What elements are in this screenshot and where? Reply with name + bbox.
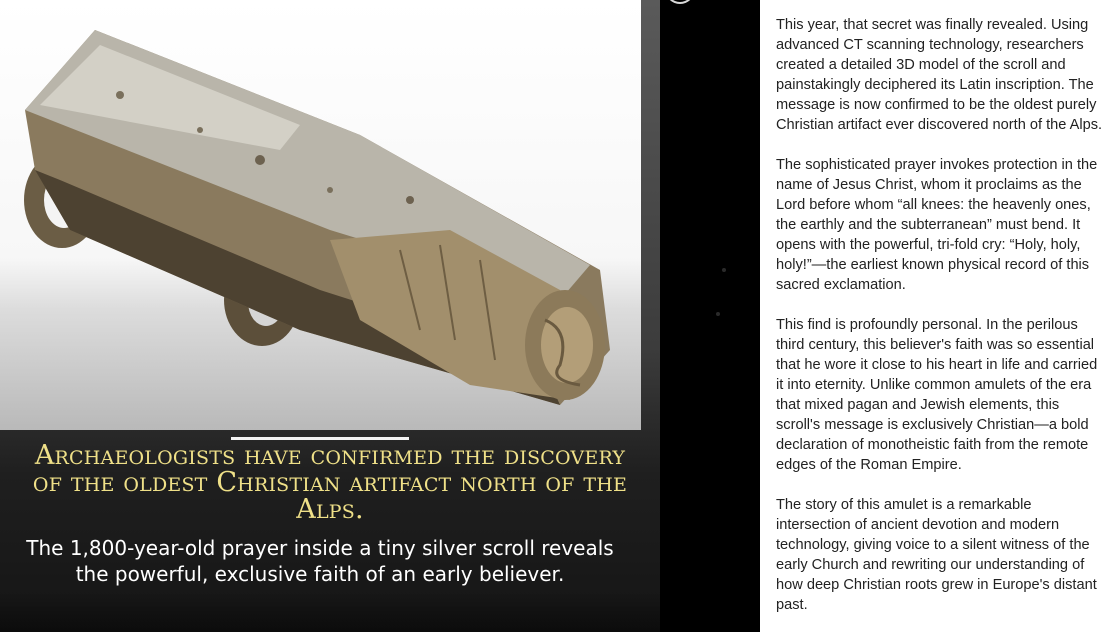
- caption-paragraph: This year, that secret was finally revealed. Using advanced CT scanning technology, researchers created a detailed 3D model of the scroll and painstakingly deciphered its Latin inscription. The message is now confirmed to be the oldest purely Christian artifact ever discovered north of the Alps.: [776, 17, 1103, 133]
- post-subheadline: The 1,800-year-old prayer inside a tiny silver scroll reveals the powerful, exclusive faith of an early believer.: [26, 536, 614, 586]
- artifact-photo: [0, 0, 641, 430]
- scroll-indicator-dot: [722, 268, 726, 272]
- caption-paragraph: The sophisticated prayer invokes protection in the name of Jesus Christ, whom it proclaims as the Lord before whom “all knees: the heavenly ones, the earthly and the subterranean” must bend. It opens with the powerful, tri-fold cry: “Holy, holy, holy!”—the earliest known physical record of this sacred exclamation.: [776, 157, 1098, 293]
- image-bottom-fade: [0, 592, 660, 632]
- caption-paragraph: This find is profoundly personal. In the perilous third century, this believer's faith was so essential that he wore it close to his heart in life and carried it into eternity. Unlike common amulets of the era that mixed pagan and Jewish elements, this scroll's message is exclusively Christian—a bold declaration of monotheistic faith from the remote edges of the Roman Empire.: [776, 317, 1098, 473]
- caption-paragraph: The story of this amulet is a remarkable intersection of ancient devotion and modern technology, giving voice to a silent witness of the early Church and rewriting our understanding of how deep Christian roots grew in Europe's distant past.: [776, 497, 1097, 613]
- post-headline: Archaeologists have confirmed the discovery of the oldest Christian artifact north of the Alps.: [32, 440, 628, 525]
- scroll-indicator-dot: [716, 312, 720, 316]
- viewer-gap: [660, 0, 760, 632]
- silver-scroll-amulet-illustration: [0, 0, 641, 430]
- caption-panel[interactable]: [760, 0, 1111, 632]
